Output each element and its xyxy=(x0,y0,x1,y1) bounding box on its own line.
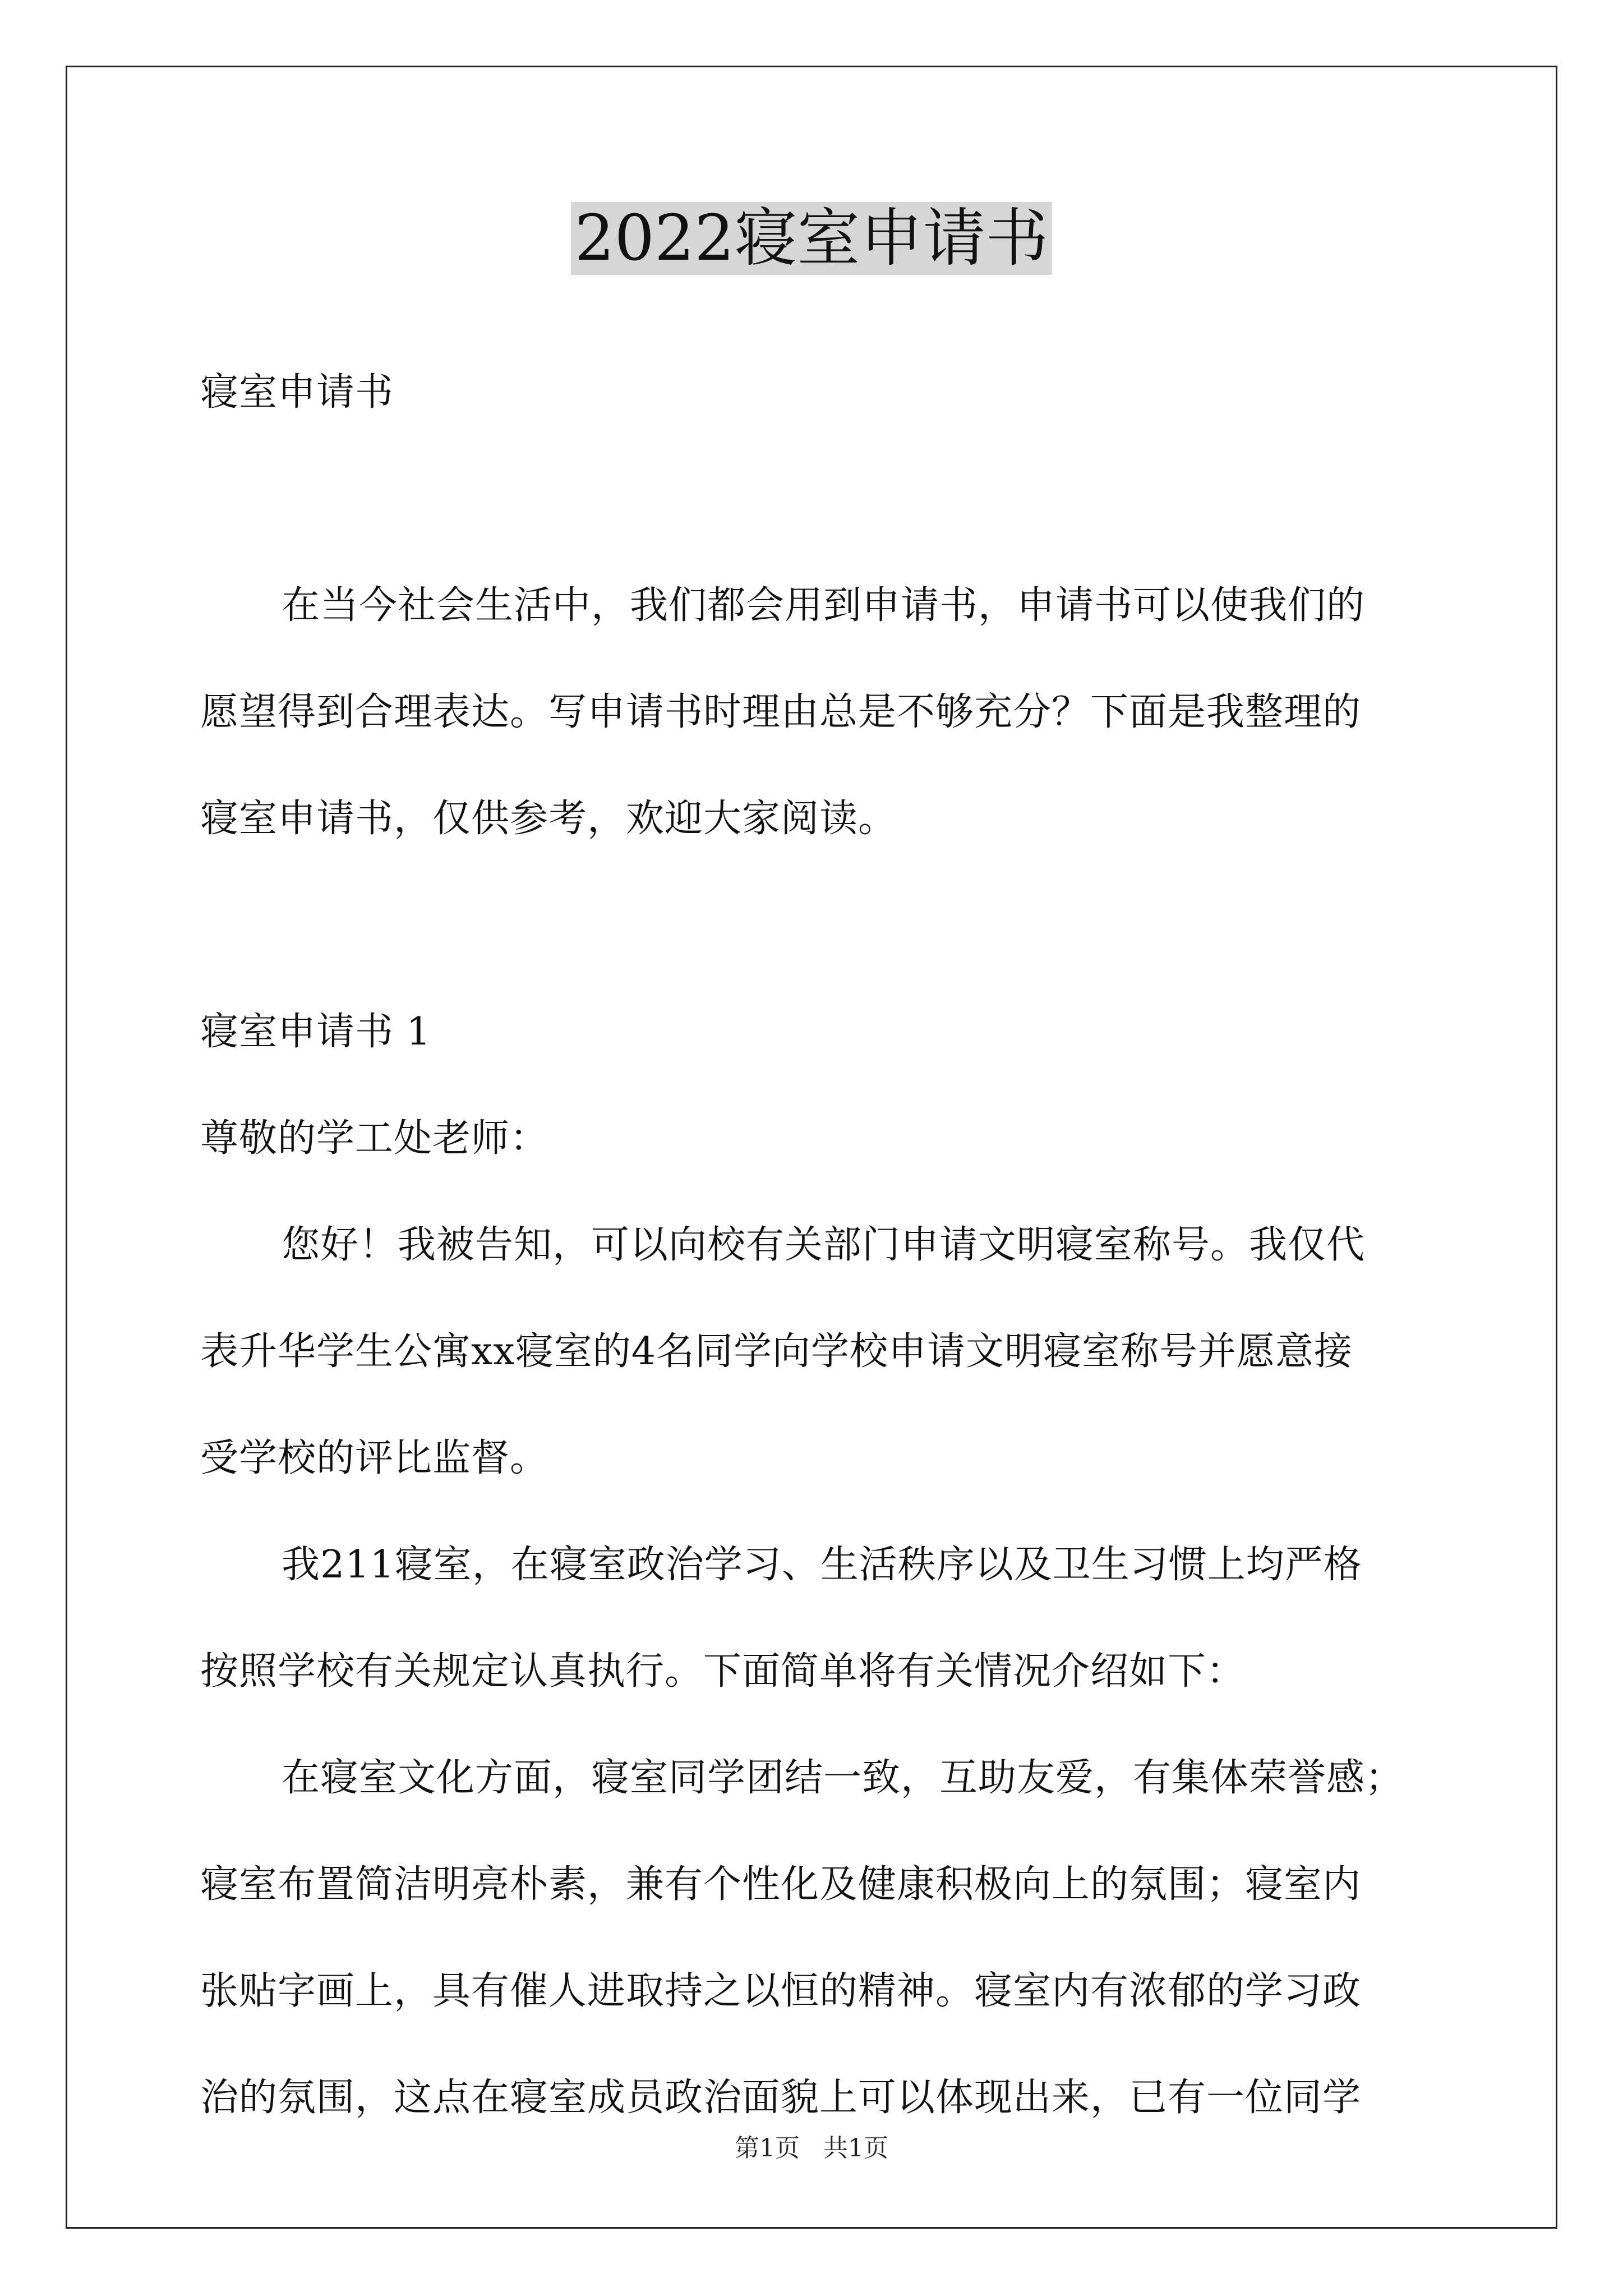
spacer xyxy=(200,872,1434,979)
paragraph-2 xyxy=(200,1512,1434,1725)
salutation: 尊敬的学工处老师： xyxy=(200,1116,549,1161)
intro-line-2: 愿望得到合理表达。写申请书时理由总是不够充分？下面是我整理的 xyxy=(200,690,1362,734)
para1-line-2: 表升华学生公寓xx寝室的4名同学向学校申请文明寝室称号并愿意接 xyxy=(200,1329,1353,1374)
para2-line-1: 我211寝室，在寝室政治学习、生活秩序以及卫生习惯上均严格 xyxy=(282,1543,1362,1587)
intro-line-1: 在当今社会生活中，我们都会用到申请书，申请书可以使我们的 xyxy=(282,583,1366,628)
document-title-text: 2022寝室申请书 xyxy=(571,202,1052,275)
page-footer xyxy=(0,2132,1623,2165)
para2-line-2: 按照学校有关规定认真执行。下面简单将有关情况介绍如下： xyxy=(200,1649,1246,1694)
para3-line-1: 在寝室文化方面，寝室同学团结一致，互助友爱，有集体荣誉感； xyxy=(282,1756,1404,1800)
document-subtitle: 寝室申请书 xyxy=(200,370,394,415)
page-number: 第1页 共1页 xyxy=(735,2134,888,2162)
spacer xyxy=(200,446,1434,553)
paragraph-1 xyxy=(200,1192,1434,1512)
intro-line-3: 寝室申请书，仅供参考，欢迎大家阅读。 xyxy=(200,797,897,841)
paragraph-3 xyxy=(200,1725,1434,2151)
intro-paragraph xyxy=(200,553,1434,872)
para3-line-4: 治的氛围，这点在寝室成员政治面貌上可以体现出来，已有一位同学 xyxy=(200,2076,1362,2120)
para3-line-3: 张贴字画上，具有催人进取持之以恒的精神。寝室内有浓郁的学习政 xyxy=(200,1969,1362,2013)
section-heading: 寝室申请书 1 xyxy=(200,1010,431,1054)
para1-line-3: 受学校的评比监督。 xyxy=(200,1436,549,1480)
document-body xyxy=(200,339,1434,2151)
para1-line-1: 您好！我被告知，可以向校有关部门申请文明寝室称号。我仅代 xyxy=(282,1223,1366,1267)
document-title xyxy=(0,199,1623,278)
para3-line-2: 寝室布置简洁明亮朴素，兼有个性化及健康积极向上的氛围；寝室内 xyxy=(200,1862,1362,1907)
